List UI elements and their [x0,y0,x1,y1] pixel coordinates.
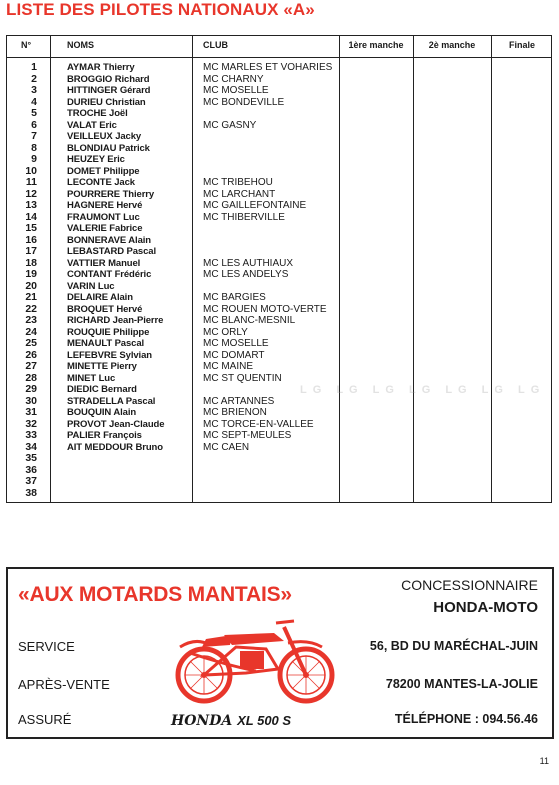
row-number: 3 [31,84,37,96]
table-row [7,361,551,373]
pilot-name: TROCHE Joël [67,108,128,119]
row-number: 13 [25,199,37,211]
row-number: 19 [25,268,37,280]
pilots-table [6,35,552,503]
row-number: 12 [25,187,37,200]
ad-assure: ASSURÉ [18,712,72,727]
table-row [7,476,551,488]
pilot-club: MC SEPT-MEULES [203,430,292,441]
table-row [7,97,551,109]
row-number: 5 [31,107,37,119]
table-row [7,304,551,316]
pilot-name: FRAUMONT Luc [67,211,140,223]
pilot-name: LEFEBVRE Sylvian [67,349,152,361]
pilot-name: ROUQUIE Philippe [67,326,150,338]
row-number: 38 [25,486,37,499]
pilot-name: POURRERE Thierry [67,188,155,200]
pilot-name: LEBASTARD Pascal [67,246,157,257]
row-number: 27 [25,360,37,372]
pilot-name: BOUQUIN Alain [67,407,137,418]
row-number: 17 [25,245,37,257]
ad-concessionnaire: CONCESSIONNAIRE [401,577,538,593]
pilot-club: MC TRIBEHOU [203,177,273,188]
pilot-club: MC MAINE [203,361,253,372]
row-number: 34 [25,440,37,453]
header-manche-1: 1ère manche [348,40,404,50]
row-number: 30 [25,394,37,407]
table-row [7,442,551,454]
table-row [7,166,551,178]
table-row [7,465,551,477]
row-number: 31 [25,406,37,418]
row-number: 35 [25,452,37,464]
row-number: 18 [25,256,37,269]
pilot-name: BLONDIAU Patrick [67,142,150,154]
row-number: 20 [25,279,37,292]
pilot-name: VALAT Eric [67,119,117,131]
table-row [7,258,551,270]
pilot-name: RICHARD Jean-Pierre [67,315,164,326]
pilot-name: STRADELLA Pascal [67,395,156,407]
pilot-name: VARIN Luc [67,280,115,292]
row-number: 37 [25,475,37,487]
table-row [7,281,551,293]
pilot-name: LECONTE Jack [67,177,135,188]
pilot-name: VATTIER Manuel [67,257,141,269]
row-number: 15 [25,222,37,234]
pilot-club: MC ARTANNES [203,395,275,407]
ad-brand: HONDA-MOTO [433,599,538,616]
table-row [7,453,551,465]
pilot-club: MC THIBERVILLE [203,211,285,223]
ad-city: 78200 MANTES-LA-JOLIE [385,677,538,691]
pilot-club: MC LARCHANT [203,188,276,200]
row-number: 24 [25,325,37,338]
table-row [7,350,551,362]
row-number: 11 [25,176,37,188]
row-number: 25 [25,337,37,349]
row-number: 4 [31,95,37,108]
pilot-club: MC BLANC-MESNIL [203,315,296,326]
header-manche-2: 2è manche [428,40,476,50]
table-row [7,338,551,350]
header-names: NOMS [67,40,94,50]
row-number: 2 [31,72,37,85]
table-row [7,85,551,97]
table-row [7,154,551,166]
row-number: 10 [25,164,37,177]
pilot-club: MC ROUEN MOTO-VERTE [203,303,327,315]
header-club: CLUB [203,40,228,50]
table-row [7,212,551,224]
pilot-club: MC MARLES ET VOHARIES [203,62,333,73]
pilot-name: BROQUET Hervé [67,303,143,315]
table-row [7,131,551,143]
advertisement [6,567,554,739]
pilot-club: MC LES ANDELYS [203,269,289,280]
row-number: 26 [25,348,37,361]
table-row [7,74,551,86]
pilot-name: HEUZEY Eric [67,154,125,165]
pilot-club: MC LES AUTHIAUX [203,257,294,269]
pilot-name: PROVOT Jean-Claude [67,418,165,430]
table-row [7,246,551,258]
bike-model: XL 500 S [237,713,292,728]
pilot-club: MC BONDEVILLE [203,96,285,108]
table-row [7,430,551,442]
pilot-club: MC DOMART [203,349,265,361]
pilot-name: AIT MEDDOUR Bruno [67,441,163,453]
row-number: 7 [31,130,37,142]
pilot-name: PALIER François [67,430,142,441]
pilot-club: MC GAILLEFONTAINE [203,200,307,211]
row-number: 8 [31,141,37,154]
pilot-name: HAGNERE Hervé [67,200,143,211]
table-row [7,396,551,408]
pilot-name: DURIEU Christian [67,96,146,108]
pilot-club: MC BRIENON [203,407,267,418]
row-number: 23 [25,314,37,326]
table-row [7,373,551,385]
bike-model-label [171,713,291,729]
pilot-name: MINETTE Pierry [67,361,137,372]
row-number: 21 [25,291,37,303]
bike-brand: HONDA [171,713,233,729]
table-row [7,292,551,304]
ad-title: «AUX MOTARDS MANTAIS» [18,583,292,606]
pilot-name: CONTANT Frédéric [67,269,152,280]
pilot-club: MC BARGIES [203,292,266,303]
pilot-name: VALERIE Fabrice [67,223,143,234]
ad-service: SERVICE [18,639,75,654]
ad-phone: TÉLÉPHONE : 094.56.46 [394,712,538,726]
pilot-club: MC TORCE-EN-VALLEE [203,418,314,430]
ad-address: 56, BD DU MARÉCHAL-JUIN [369,639,538,653]
table-row [7,315,551,327]
pilot-name: DOMET Philippe [67,165,140,177]
pilot-club: MC CAEN [203,441,250,453]
pilot-club: MC GASNY [203,119,257,131]
page-number: 11 [539,756,549,766]
pilot-name: MENAULT Pascal [67,338,145,349]
table-row [7,200,551,212]
table-row [7,327,551,339]
row-number: 29 [25,383,37,395]
row-number: 22 [25,302,37,315]
pilot-club: MC MOSELLE [203,338,269,349]
ad-apres-vente: APRÈS-VENTE [18,677,110,692]
table-row [7,189,551,201]
pilot-name: AYMAR Thierry [67,62,135,73]
page-title: LISTE DES PILOTES NATIONAUX «A» [6,0,315,19]
pilot-name: BONNERAVE Alain [67,234,152,246]
watermark-icon: LG LG LG LG LG LG LG [300,384,546,396]
table-row [7,407,551,419]
table-row [7,419,551,431]
row-number: 1 [31,61,37,73]
table-row [7,120,551,132]
pilot-club: MC ST QUENTIN [203,372,282,384]
pilot-club: MC MOSELLE [203,85,269,96]
row-number: 16 [25,233,37,246]
pilot-name: BROGGIO Richard [67,73,150,85]
pilot-name: VEILLEUX Jacky [67,131,142,142]
table-row [7,384,551,396]
header-divider [7,57,551,58]
table-row [7,177,551,189]
pilot-club: MC CHARNY [203,73,264,85]
table-row [7,143,551,155]
table-row [7,269,551,281]
table-row [7,108,551,120]
table-row [7,488,551,500]
pilot-rows [7,62,551,499]
row-number: 28 [25,371,37,384]
row-number: 36 [25,463,37,476]
motorcycle-icon [166,607,341,707]
pilot-name: DELAIRE Alain [67,292,133,303]
header-num: N° [21,40,32,50]
header-finale: Finale [508,40,535,50]
row-number: 14 [25,210,37,223]
row-number: 33 [25,429,37,441]
pilot-club: MC ORLY [203,326,248,338]
pilot-name: HITTINGER Gérard [67,85,151,96]
pilot-name: DIEDIC Bernard [67,384,137,395]
pilot-name: MINET Luc [67,372,116,384]
row-number: 32 [25,417,37,430]
table-row [7,235,551,247]
row-number: 6 [31,118,37,131]
row-number: 9 [31,153,37,165]
table-row [7,223,551,235]
table-row [7,62,551,74]
